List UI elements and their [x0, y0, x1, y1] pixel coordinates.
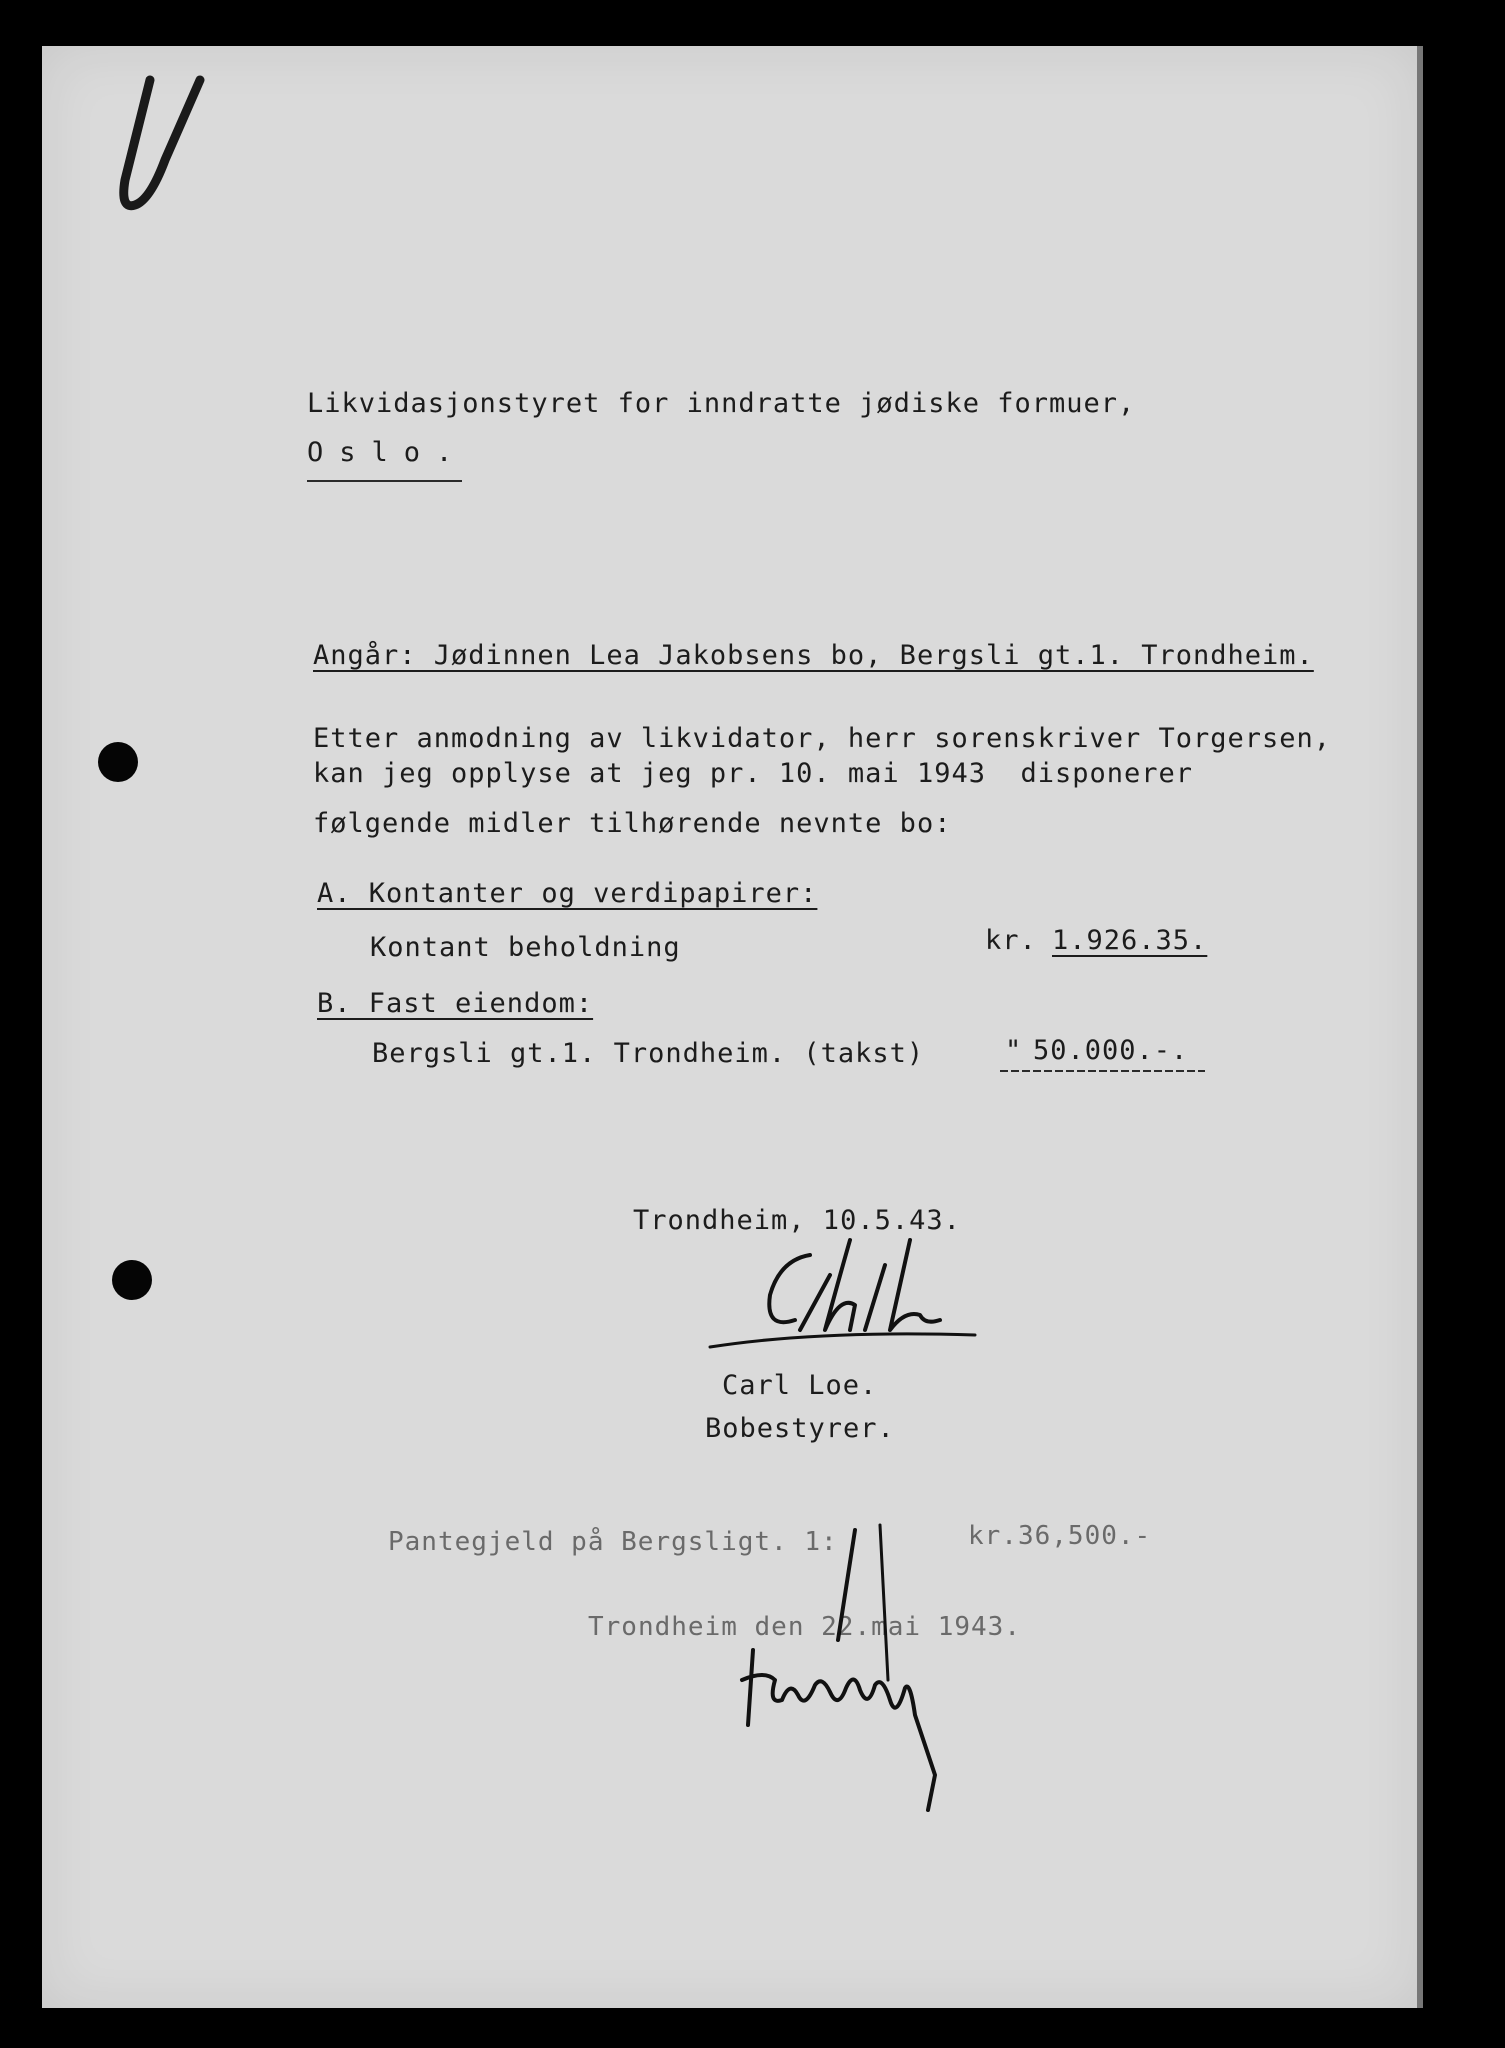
mortgage-amount: kr.36,500.- [968, 1521, 1152, 1551]
section-a-currency: kr. [985, 925, 1037, 956]
section-a-amount: 1.926.35. [1052, 925, 1208, 956]
closing-place-date: Trondheim, 10.5.43. [633, 1205, 961, 1236]
recipient-underline [307, 480, 462, 482]
body-line-2: kan jeg opplyse at jeg pr. 10. mai 1943 disponerer [313, 758, 1194, 789]
section-b-amount: 50.000.-. [1033, 1035, 1189, 1066]
signatory-title: Bobestyrer. [705, 1413, 895, 1444]
scan-edge [1417, 46, 1423, 2008]
signatory-name: Carl Loe. [722, 1370, 878, 1401]
section-b-ditto: " [1005, 1035, 1023, 1066]
section-b-heading: B. Fast eiendom: [317, 988, 594, 1019]
handwritten-signature [720, 1510, 980, 1810]
punch-hole-bottom [112, 1260, 152, 1300]
section-a-item-label: Kontant beholdning [370, 932, 681, 963]
section-b-item-label: Bergsli gt.1. Trondheim. (takst) [372, 1038, 925, 1069]
annotation-place-date: Trondheim den 22.mai 1943. [588, 1612, 1021, 1642]
carl-loe-signature [700, 1235, 1000, 1355]
punch-hole-top [98, 742, 138, 782]
body-line-1: Etter anmodning av likvidator, herr sorenskriver Torgersen, [313, 723, 1332, 754]
recipient-line-1: Likvidasjonstyret for inndratte jødiske formuer, [307, 388, 1136, 419]
subject-line: Angår: Jødinnen Lea Jakobsens bo, Bergsli gt.1. Trondheim. [313, 640, 1314, 671]
mortgage-label: Pantegjeld på Bergsligt. 1: [388, 1527, 838, 1557]
recipient-line-2: Oslo. [307, 437, 469, 468]
section-a-heading: A. Kontanter og verdipapirer: [317, 878, 818, 909]
section-b-amount-underline [1000, 1070, 1205, 1072]
body-line-3: følgende midler tilhørende nevnte bo: [313, 808, 952, 839]
paper-clip-mark [105, 70, 225, 220]
